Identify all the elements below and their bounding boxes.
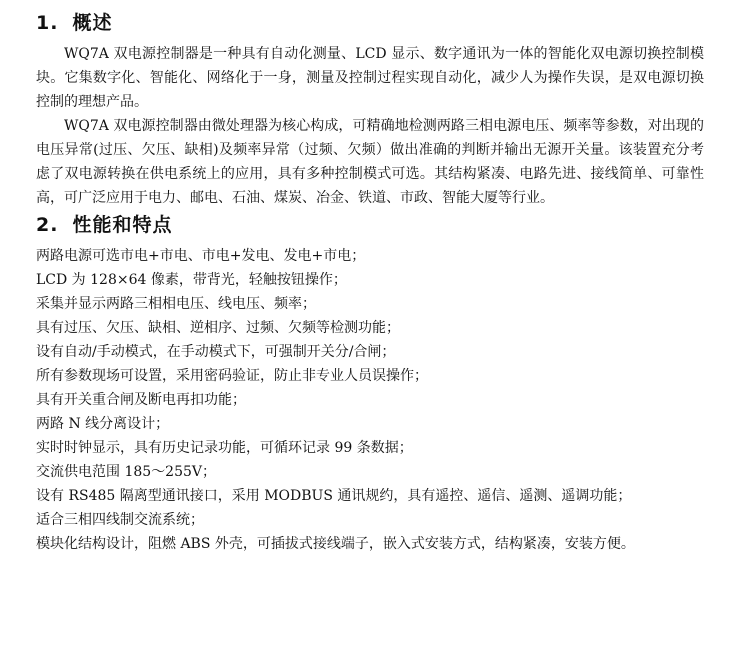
overview-body [36, 42, 704, 210]
feature-item: 设有 RS485 隔离型通讯接口，采用 MODBUS 通讯规约，具有遥控、遥信、遥测、遥调功能； [36, 488, 632, 504]
feature-item: 适合三相四线制交流系统； [36, 512, 204, 528]
section-heading-features [36, 210, 704, 240]
feature-item: 所有参数现场可设置，采用密码验证，防止非专业人员误操作； [36, 368, 428, 384]
feature-item: 交流供电范围 185～255V； [36, 464, 217, 480]
feature-item: 具有开关重合闸及断电再扣功能； [36, 392, 246, 408]
feature-item: 模块化结构设计，阻燃 ABS 外壳，可插拔式接线端子，嵌入式安装方式，结构紧凑，安装方便。 [36, 536, 635, 552]
overview-paragraph: WQ7A 双电源控制器是一种具有自动化测量、LCD 显示、数字通讯为一体的智能化双电源切换控制模块。它集数字化、智能化、网络化于一身，测量及控制过程实现自动化，减少人为操作失误，是双电源切换控制的理想产品。 [36, 46, 704, 110]
feature-list [36, 244, 704, 556]
document-body [36, 8, 704, 556]
section-title: 概述 [72, 12, 113, 34]
feature-item: 两路 N 线分离设计； [36, 416, 170, 432]
feature-item: 采集并显示两路三相相电压、线电压、频率； [36, 296, 316, 312]
feature-item: 具有过压、欠压、缺相、逆相序、过频、欠频等检测功能； [36, 320, 400, 336]
feature-item: 两路电源可选市电+市电、市电+发电、发电+市电； [36, 248, 366, 264]
section-number: 2. [36, 214, 59, 236]
feature-item: 设有自动/手动模式，在手动模式下，可强制开关分/合闸； [36, 344, 396, 360]
section-number: 1. [36, 12, 59, 34]
feature-item: 实时时钟显示，具有历史记录功能，可循环记录 99 条数据； [36, 440, 413, 456]
section-heading-overview [36, 8, 704, 38]
section-title: 性能和特点 [72, 214, 173, 236]
overview-paragraph: WQ7A 双电源控制器由微处理器为核心构成，可精确地检测两路三相电源电压、频率等参数，对出现的电压异常(过压、欠压、缺相)及频率异常（过频、欠频）做出准确的判断并输出无源开关量。该装置充分考虑了双电源转换在供电系统上的应用，具有多种控制模式可选。其结构紧凑、电路先进、接线简单、可靠性高，可广泛应用于电力、邮电、石油、煤炭、冶金、铁道、市政、智能大厦等行业。 [36, 118, 704, 206]
feature-item: LCD 为 128×64 像素，带背光，轻触按钮操作； [36, 272, 347, 288]
